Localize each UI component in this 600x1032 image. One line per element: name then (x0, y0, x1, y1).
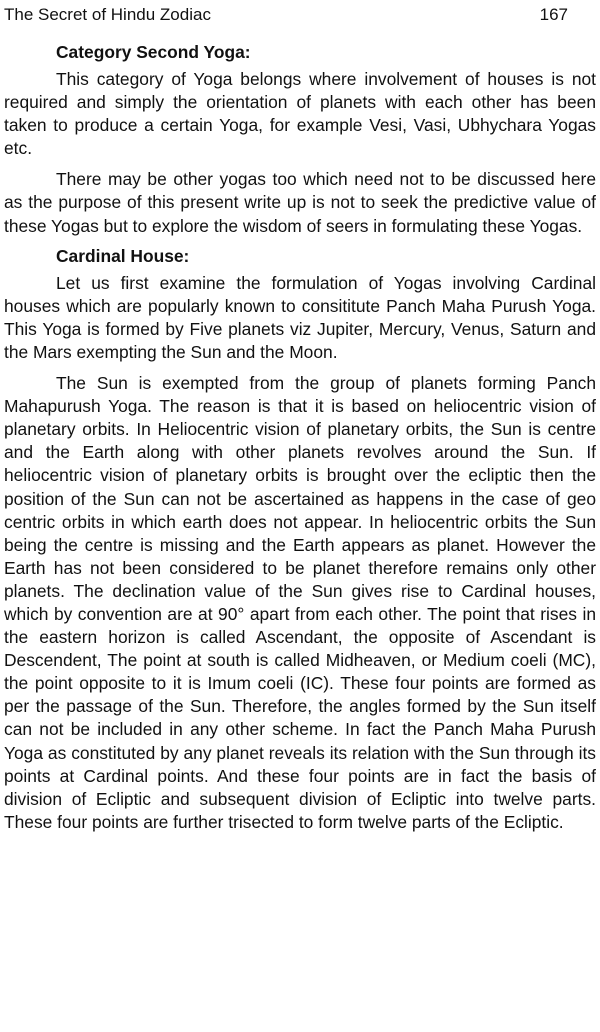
book-title: The Secret of Hindu Zodiac (4, 5, 211, 24)
section-heading: Cardinal House: (56, 245, 190, 266)
section-heading: Category Second Yoga: (56, 42, 251, 62)
running-header (4, 4, 596, 26)
paragraph: This category of Yoga belongs where involvement of houses is not required and simply the orientation of planets with each other has been taken to produce a certain Yoga, for example Vesi, Vasi, Ubhychara Yogas etc. (4, 69, 596, 159)
section-category-second-yoga (4, 40, 596, 238)
paragraph: There may be other yogas too which need not to be discussed here as the purpose of this present write up is not to seek the predictive value of these Yogas but to explore the wisdom of seers in formulating these Yogas. (4, 169, 596, 236)
page-number: 167 (539, 5, 568, 24)
paragraph: Let us first examine the formulation of Yogas involving Cardinal houses which are popularly known to consititute Panch Maha Purush Yoga. This Yoga is formed by Five planets viz Jupiter, Mercury, Venus, Saturn and the Mars exempting the Sun and the Moon. (4, 272, 596, 362)
page-body (4, 40, 596, 842)
paragraph: The Sun is exempted from the group of planets forming Panch Mahapurush Yoga. The reason is that it is based on heliocentric vision of planetary orbits. In Heliocentric vision of planetary orbits, the Sun is centre and the Earth along with other planets revolves around the Sun. If heliocentric vision of planetary orbits is brought over the ecliptic then the position of the Sun can not be ascertained as happens in the case of geo centric orbits in which earth does not appear. In heliocentric orbits the Sun being the centre is missing and the Earth appears as planet. However the Earth has not been considered to be planet therefore remains only other planets. The declination value of the Sun gives rise to Cardinal houses, which by convention are at 90° apart from each other. The point that rises in the eastern horizon is called Ascendant, the opposite of Ascendant is Descendent, The point at south is called Midheaven, or Medium coeli (MC), the point opposite to it is Imum coeli (IC). These four points are formed as per the passage of the Sun. Therefore, the angles formed by the Sun itself can not be included in any other scheme. In fact the Panch Maha Purush Yoga as constituted by any planet reveals its relation with the Sun through its points at Cardinal points. And these four points are in fact the basis of division of Ecliptic and subsequent division of Ecliptic into twelve parts. These four points are further trisected to form twelve parts of the Ecliptic. (4, 373, 596, 832)
book-page (4, 0, 596, 1032)
section-cardinal-house (4, 244, 596, 834)
